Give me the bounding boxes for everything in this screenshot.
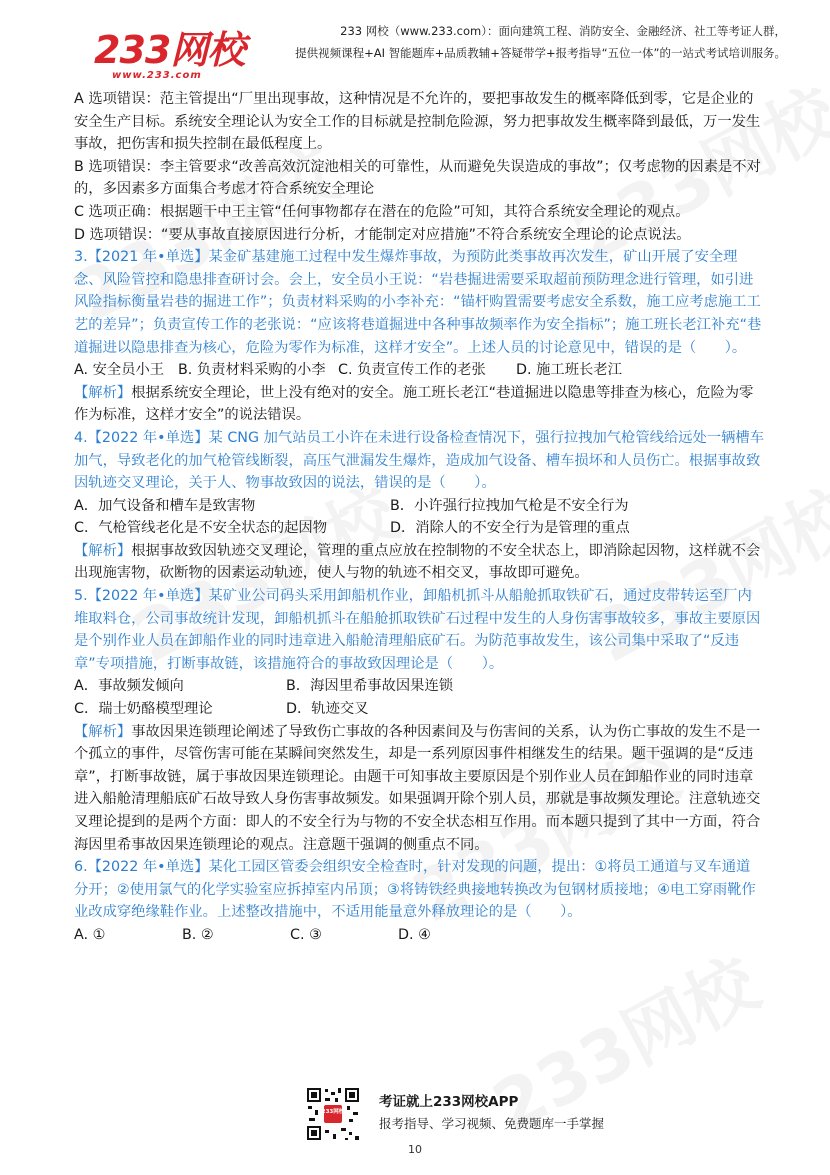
question-6-options xyxy=(74,924,764,947)
option-d: D．轨迹交叉 xyxy=(286,701,369,718)
document-body xyxy=(74,88,764,947)
answer-explanation-d: D 选项错误：“要从事故直接原因进行分析，才能制定对应措施”不符合系统安全理论的论点说法。 xyxy=(74,226,691,243)
question-5-options-row-2 xyxy=(74,698,764,721)
option-d: D．消除人的不安全行为是管理的重点 xyxy=(390,520,630,537)
option-a: A. ① xyxy=(74,926,106,943)
question-3-options xyxy=(74,359,764,382)
question-4-options-row-2 xyxy=(74,517,764,540)
option-c: C. 负责宣传工作的老张 xyxy=(338,362,486,379)
question-5-options-row-1 xyxy=(74,675,764,698)
question-5-analysis xyxy=(74,721,764,857)
option-c: C．瑞士奶酪模型理论 xyxy=(74,701,213,718)
question-4-options-row-1 xyxy=(74,495,764,518)
answer-explanation-b: B 选项错误：李主管要求“改善高效沉淀池相关的可靠性，从而避免失误造成的事故”；仅考虑物的因素是不对的，多因素多方面集合考虑才符合系统安全理论 xyxy=(74,158,761,198)
header-description xyxy=(295,20,786,64)
option-d: D. 施工班长老江 xyxy=(516,362,622,379)
option-b: B．小许强行拉拽加气枪是不安全行为 xyxy=(390,497,629,514)
question-6-stem: 6.【2022 年•单选】某化工园区管委会组织安全检查时，针对发现的问题，提出：①将员工通道与叉车通道分开；②使用氯气的化学实验室应拆掉室内吊顶；③将铸铁经典接地转换改为包钢材质接地；④电工穿雨靴作业改成穿绝缘鞋作业。上述整改措施中，不适用能量意外释放理论的是（ ）。 xyxy=(74,859,756,921)
page-number: 10 xyxy=(408,1143,422,1156)
question-4-stem: 4.【2022 年•单选】某 CNG 加气站员工小许在未进行设备检查情况下，强行拉拽加气枪管线给远处一辆槽车加气，导致老化的加气枪管线断裂，高压气泄漏发生爆炸，造成加气设备、槽车损坏和人员伤亡。根据事故致因轨迹交叉理论，关于人、物事故致因的说法，错误的是（ ）。 xyxy=(74,429,765,492)
footer-subtitle: 报考指导、学习视频、免费题库一手掌握 xyxy=(379,1116,605,1131)
qr-caption: 233网校 xyxy=(321,1109,345,1115)
option-b: B. ② xyxy=(182,926,214,943)
analysis-tag: 【解析】 xyxy=(74,384,132,401)
answer-explanation-a: A 选项错误：范主管提出“厂里出现事故，这种情况是不允许的，要把事故发生的概率降低到零，它是企业的安全生产目标。系统安全理论认为安全工作的目标就是控制危险源，努力把事故发生概率降到最低，万一发生事故，把伤害和损失控制在最低程度上。 xyxy=(74,91,761,153)
option-d: D. ④ xyxy=(398,926,431,943)
option-c: C. ③ xyxy=(290,926,322,943)
option-a: A．加气设备和槽车是致害物 xyxy=(74,497,256,514)
option-b: B. 负责材料采购的小李 xyxy=(178,362,326,379)
question-3-analysis xyxy=(74,382,764,427)
question-4-analysis xyxy=(74,540,764,585)
logo-text: 233网校 xyxy=(94,28,245,72)
analysis-tag: 【解析】 xyxy=(74,542,132,559)
analysis-text: 事故因果连锁理论阐述了导致伤亡事故的各种因素间及与伤害间的关系，认为伤亡事故的发生不是一个孤立的事件，尽管伤害可能在某瞬间突然发生，却是一系列原因事件相继发生的结果。题干强调的是“反违章”，打断事故链，属于事故因果连锁理论。由题干可知事故主要原因是个别作业人员在卸船作业的同时违章进入船舱清理船底矿石故导致人身伤害事故频发。如果强调开除个别人员，那就是事故频发理论。注意轨迹交叉理论提到的是两个方面：即人的不安全行为与物的不安全状态相互作用。而本题只提到了其中一方面，符合海因里希事故因果连锁理论的观点。注意题干强调的侧重点不同。 xyxy=(74,723,761,853)
question-5-stem: 5.【2022 年•单选】某矿业公司码头采用卸船机作业，卸船机抓斗从船舱抓取铁矿石，通过皮带转运至厂内堆取料仓，公司事故统计发现，卸船机抓斗在船舱抓取铁矿石过程中发生的人身伤害事故较多，事故主要原因是个别作业人员在卸船作业的同时违章进入船舱清理船底矿石。为防范事故发生，该公司集中采取了“反违章”专项措施，打断事故链，该措施符合的事故致因理论是（ ）。 xyxy=(74,588,761,672)
answer-explanation-c: C 选项正确：根据题干中王主管“任何事物都存在潜在的危险”可知，其符合系统安全理论的观点。 xyxy=(74,203,690,220)
option-c: C．气枪管线老化是不安全状态的起因物 xyxy=(74,520,328,537)
footer-title: 考证就上233网校APP xyxy=(379,1094,519,1110)
header-line-1: 233 网校（www.233.com）：面向建筑工程、消防安全、金融经济、社工等考证人群， xyxy=(340,24,786,38)
option-a: A. 安全员小王 xyxy=(74,362,165,379)
question-3-stem: 3.【2021 年•单选】某金矿基建施工过程中发生爆炸事故，为预防此类事故再次发生，矿山开展了安全理念、风险管控和隐患排查研讨会。会上，安全员小王说：“岩巷掘进需要采取超前预防理念进行管理，如引进风险指标衡量岩巷的掘进工作”；负责材料采购的小李补充：“锚杆购置需要考虑安全系数，施工应考虑施工工艺的差异”；负责宣传工作的老张说：“应该将巷道掘进中各种事故频率作为安全指标”；施工班长老江补充“巷道掘进以隐患排查为核心，危险为零作为标准，这样才安全”。上述人员的讨论意见中，错误的是（ ）。 xyxy=(74,249,762,356)
header-line-2: 提供视频课程+AI 智能题库+品质教辅+答疑带学+报考指导“五位一体”的一站式考试培训服务。 xyxy=(295,46,786,60)
option-b: B．海因里希事故因果连锁 xyxy=(286,678,454,695)
brand-logo xyxy=(94,30,244,81)
analysis-text: 根据事故致因轨迹交叉理论，管理的重点应放在控制物的不安全状态上，即消除起因物，这样就不会出现施害物，砍断物的因素运动轨迹，使人与物的轨迹不相交叉，事故即可避免。 xyxy=(74,542,761,582)
logo-url: www.233.com xyxy=(112,70,202,81)
option-a: A．事故频发倾向 xyxy=(74,678,184,695)
qr-code-icon[interactable] xyxy=(305,1086,361,1142)
analysis-tag: 【解析】 xyxy=(74,723,132,740)
analysis-text: 根据系统安全理论，世上没有绝对的安全。施工班长老江“巷道掘进以隐患等排查为核心，危险为零作为标准，这样才安全”的说法错误。 xyxy=(74,384,754,424)
